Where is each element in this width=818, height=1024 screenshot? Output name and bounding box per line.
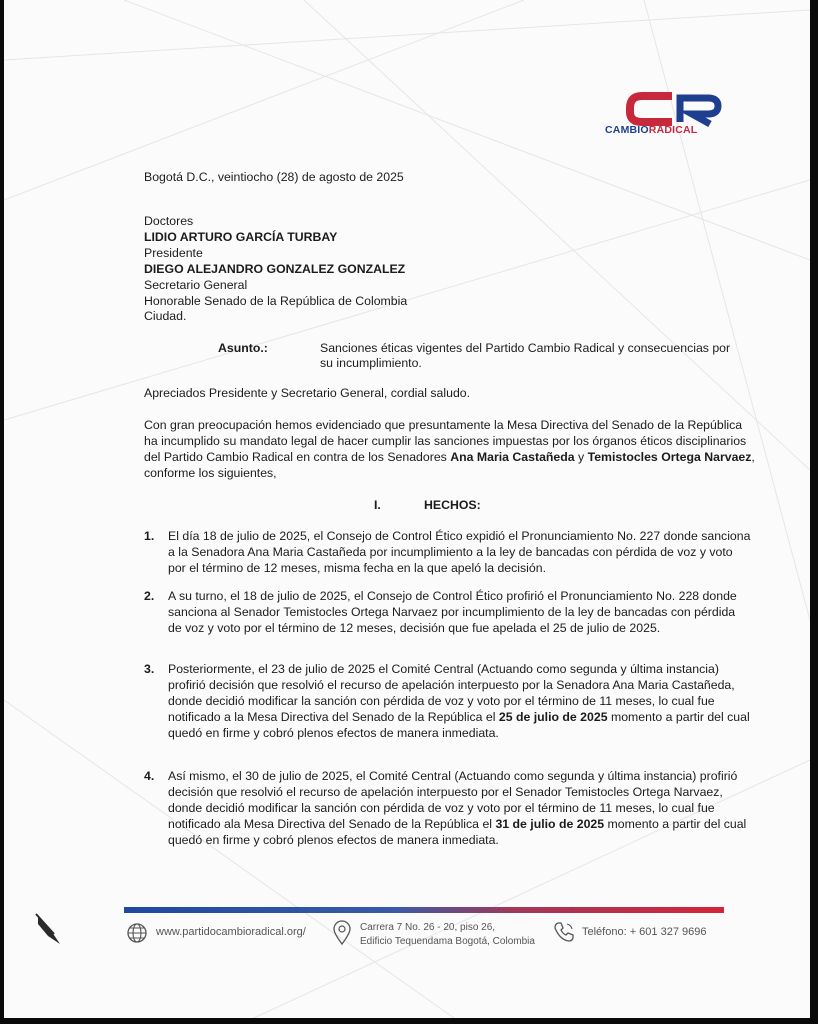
footer-color-bar xyxy=(124,907,724,913)
fact-2-line-1: A su turno, el 18 de julio de 2025, el Consejo de Control Ético profirió el Pronunciamiento No. 228 donde xyxy=(168,589,737,603)
recipient-role-2: Secretario General xyxy=(144,278,248,292)
intro-line-4: conforme los siguientes, xyxy=(144,466,277,480)
senator-name-2: Temistocles Ortega Narvaez xyxy=(587,450,752,464)
fact-3-line-3: donde decidió modificar la sanción con pérdida de voz y voto por el término de 11 meses, lo cual fue xyxy=(168,694,715,708)
recipient-organization: Honorable Senado de la República de Colombia xyxy=(144,294,408,308)
fact-1-line-2: a la Senadora Ana Maria Castañeda por incumplimiento a la ley de bancadas con pérdida de voz y voto xyxy=(168,545,733,559)
recipient-role-1: Presidente xyxy=(144,246,203,260)
recipient-name-1: LIDIO ARTURO GARCÍA TURBAY xyxy=(144,230,338,244)
fact-3-line-5: quedó en firme y cobró plenos efectos de manera inmediata. xyxy=(168,726,499,740)
intro-line-2: ha incumplido su mandato legal de hacer cumplir las sanciones impuestas por los órganos éticos disciplinarios xyxy=(144,434,747,448)
senator-name-1: Ana Maria Castañeda xyxy=(450,450,575,464)
subject-line-1: Sanciones éticas vigentes del Partido Cambio Radical y consecuencias por xyxy=(320,341,731,355)
greeting: Apreciados Presidente y Secretario General, cordial saludo. xyxy=(144,386,471,400)
fact-4-line-2: decisión que resolvió el recurso de apelación interpuesto por el Senador Temistocles Ortega Narvaez, xyxy=(168,785,723,799)
intro-line-3: del Partido Cambio Radical en contra de los Senadores Ana Maria Castañeda y Temistocles Ortega Narvaez, xyxy=(144,450,755,464)
location-pin-icon xyxy=(332,920,352,946)
section-number: I. xyxy=(374,498,381,512)
fact-1-number: 1. xyxy=(144,529,155,543)
fact-4-number: 4. xyxy=(144,769,155,783)
fact-3-number: 3. xyxy=(144,662,155,676)
fact-3-date: 25 de julio de 2025 xyxy=(498,710,608,724)
fact-2-line-2: sanciona al Senador Temistocles Ortega Narvaez por incumplimiento de la ley de bancadas con pérdida xyxy=(168,605,736,619)
footer-address-line-1: Carrera 7 No. 26 - 20, piso 26, xyxy=(360,922,496,933)
fact-4-line-5: quedó en firme y cobró plenos efectos de manera inmediata. xyxy=(168,833,499,847)
phone-icon xyxy=(552,920,576,944)
fact-1-line-3: por el término de 12 meses, misma fecha en la que apeló la decisión. xyxy=(168,561,546,575)
recipient-name-2: DIEGO ALEJANDRO GONZALEZ GONZALEZ xyxy=(144,262,406,276)
recipient-city: Ciudad. xyxy=(144,309,187,323)
salutation: Doctores xyxy=(144,214,194,228)
fact-2-number: 2. xyxy=(144,589,155,603)
subject-line-2: su incumplimiento. xyxy=(320,356,422,370)
fact-2-line-3: de voz y voto por el término de 12 meses, decisión que fue apelada el 25 de julio de 2025. xyxy=(168,621,661,635)
fact-4-date: 31 de julio de 2025 xyxy=(495,817,605,831)
fact-4-line-4: notificado ala Mesa Directiva del Senado de la República el 31 de julio de 2025 momento a partir del cual xyxy=(168,817,747,831)
pen-nib-icon xyxy=(34,910,64,946)
footer-address-line-2: Edificio Tequendama Bogotá, Colombia xyxy=(360,936,535,947)
footer-phone: Teléfono: + 601 327 9696 xyxy=(582,926,707,938)
fact-3-line-1: Posteriormente, el 23 de julio de 2025 el Comité Central (Actuando como segunda y última instancia) xyxy=(168,662,719,676)
globe-icon xyxy=(126,922,148,944)
fact-3-line-4: notificado a la Mesa Directiva del Senado de la República el 25 de julio de 2025 momento a partir del cual xyxy=(168,710,750,724)
fact-1-line-1: El día 18 de julio de 2025, el Consejo de Control Ético expidió el Pronunciamiento No. 227 donde sanciona xyxy=(168,529,751,543)
letter-page xyxy=(4,0,810,1018)
footer-website[interactable]: www.partidocambioradical.org/ xyxy=(156,926,306,938)
date-line: Bogotá D.C., veintiocho (28) de agosto de 2025 xyxy=(144,170,404,184)
cambio-radical-logo-text: CAMBIORADICAL xyxy=(605,124,698,136)
fact-3-line-2: profirió decisión que resolvió el recurso de apelación interpuesto por la Senadora Ana Maria Castañeda, xyxy=(168,678,735,692)
background-geometric-lines xyxy=(4,0,810,1018)
section-title: HECHOS: xyxy=(424,498,481,512)
fact-4-line-3: donde decidió modificar la sanción con pérdida de voz y voto por el término de 11 meses, lo cual fue xyxy=(168,801,715,815)
intro-line-1: Con gran preocupación hemos evidenciado que presuntamente la Mesa Directiva del Senado de la República xyxy=(144,418,743,432)
subject-label: Asunto.: xyxy=(218,341,268,355)
fact-4-line-1: Así mismo, el 30 de julio de 2025, el Comité Central (Actuando como segunda y última instancia) profirió xyxy=(168,769,738,783)
